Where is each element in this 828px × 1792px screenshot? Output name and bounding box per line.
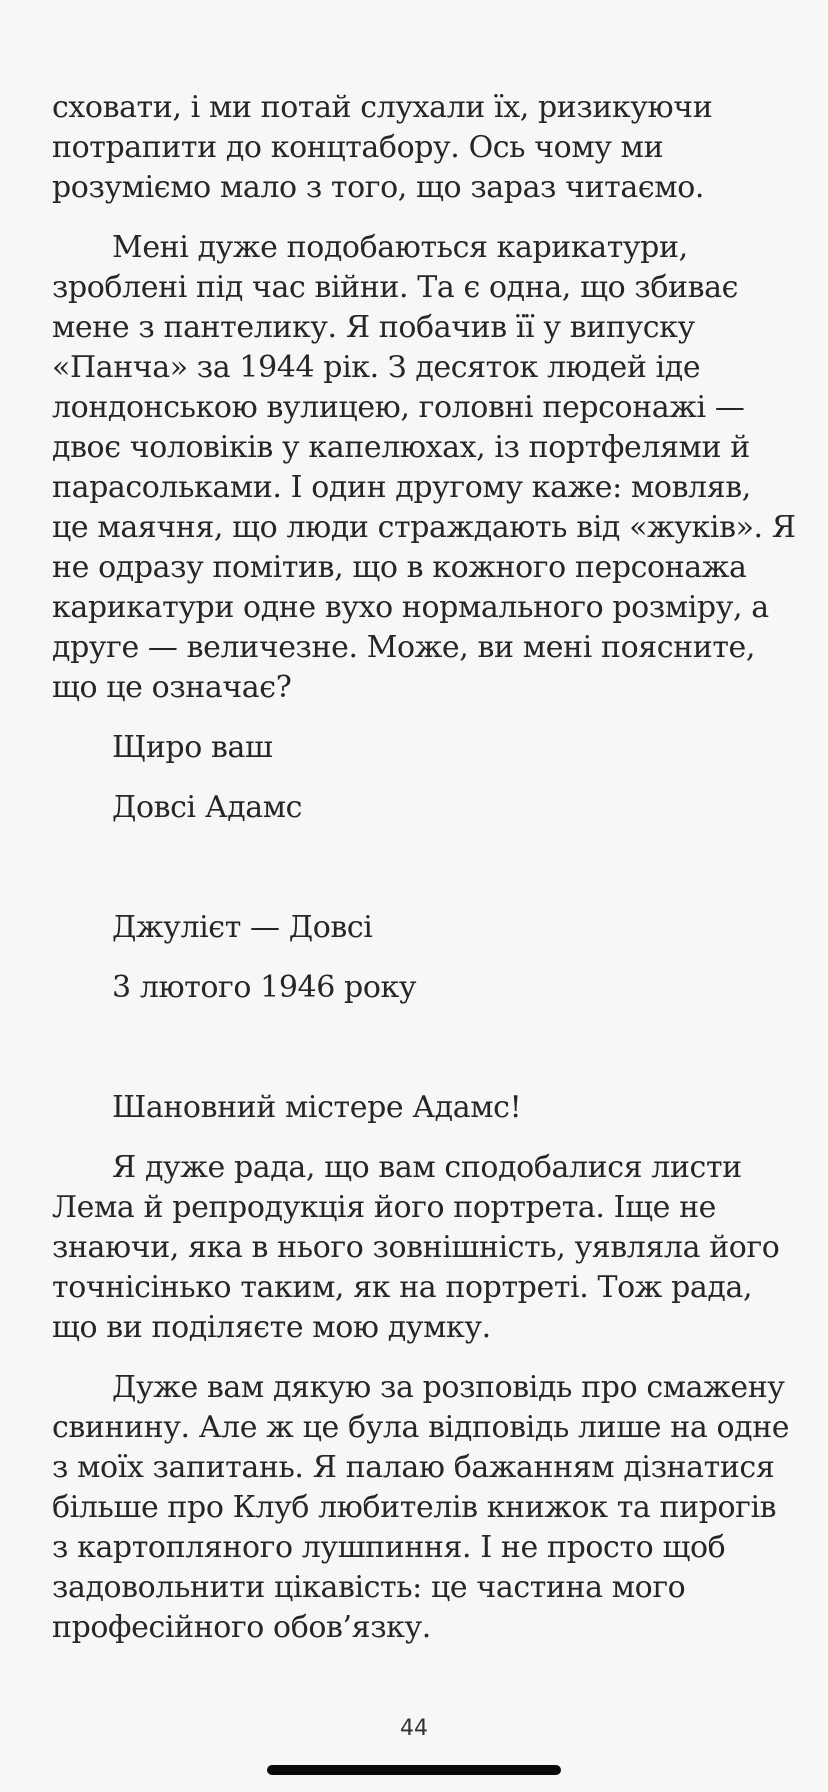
home-indicator[interactable]	[267, 1765, 561, 1775]
text-line: лондонською вулицею, головні персонажі —	[52, 390, 745, 425]
text-line: зроблені під час війни. Та є одна, що збиває	[52, 270, 738, 305]
text-line: Довсі Адамс	[112, 790, 303, 825]
paragraph	[52, 1368, 790, 1648]
section-spacer	[52, 1028, 780, 1088]
text-line: Лема й репродукція його портрета. Іще не	[52, 1190, 717, 1225]
text-line: знаючи, яка в нього зовнішність, уявляла його	[52, 1230, 780, 1265]
text-line: парасольками. І один другому каже: мовляв,	[52, 470, 751, 505]
text-line: це маячня, що люди страждають від «жуків». Я	[52, 510, 796, 545]
paragraph	[52, 1148, 780, 1348]
text-line: професійного обов’язку.	[52, 1610, 431, 1645]
text-line: задовольнити цікавість: це частина мого	[52, 1570, 686, 1605]
text-line: Дуже вам дякую за розповідь про смажену	[112, 1370, 785, 1405]
text-line: розуміємо мало з того, що зараз читаємо.	[52, 170, 704, 205]
text-line: з картопляного лушпиння. І не просто щоб	[52, 1530, 726, 1565]
text-line: Мені дуже подобаються карикатури,	[112, 230, 688, 265]
text-line: «Панча» за 1944 рік. З десяток людей іде	[52, 350, 701, 385]
text-line: точнісінько таким, як на портреті. Тож рада,	[52, 1270, 753, 1305]
page-number: 44	[400, 1716, 428, 1741]
text-line: потрапити до концтабору. Ось чому ми	[52, 130, 664, 165]
text-line: Я дуже рада, що вам сподобалися листи	[112, 1150, 742, 1185]
text-line: з моїх запитань. Я палаю бажанням дізнатися	[52, 1450, 775, 1485]
text-line: мене з пантелику. Я побачив її у випуску	[52, 310, 695, 345]
text-line: що це означає?	[52, 670, 292, 705]
paragraph	[52, 728, 780, 768]
text-line: сховати, і ми потай слухали їх, ризикуючи	[52, 90, 713, 125]
text-line: карикатури одне вухо нормального розміру, а	[52, 590, 769, 625]
paragraph	[52, 968, 780, 1008]
text-line: 3 лютого 1946 року	[112, 970, 417, 1005]
paragraph	[52, 228, 796, 708]
text-line: Шановний містере Адамс!	[112, 1090, 522, 1125]
paragraph	[52, 88, 780, 208]
paragraph	[52, 1088, 780, 1128]
paragraph	[52, 908, 780, 948]
text-line: Джулієт — Довсі	[112, 910, 373, 945]
section-spacer	[52, 848, 780, 908]
text-line: що ви поділяєте мою думку.	[52, 1310, 491, 1345]
text-line: свинину. Але ж це була відповідь лише на одне	[52, 1410, 790, 1445]
text-line: не одразу помітив, що в кожного персонажа	[52, 550, 747, 585]
book-text	[52, 88, 796, 1668]
text-line: більше про Клуб любителів книжок та пирогів	[52, 1490, 777, 1525]
paragraph	[52, 788, 780, 828]
text-line: друге — величезне. Може, ви мені поясните,	[52, 630, 756, 665]
text-line: двоє чоловіків у капелюхах, із портфелями й	[52, 430, 750, 465]
text-line: Щиро ваш	[112, 730, 273, 765]
